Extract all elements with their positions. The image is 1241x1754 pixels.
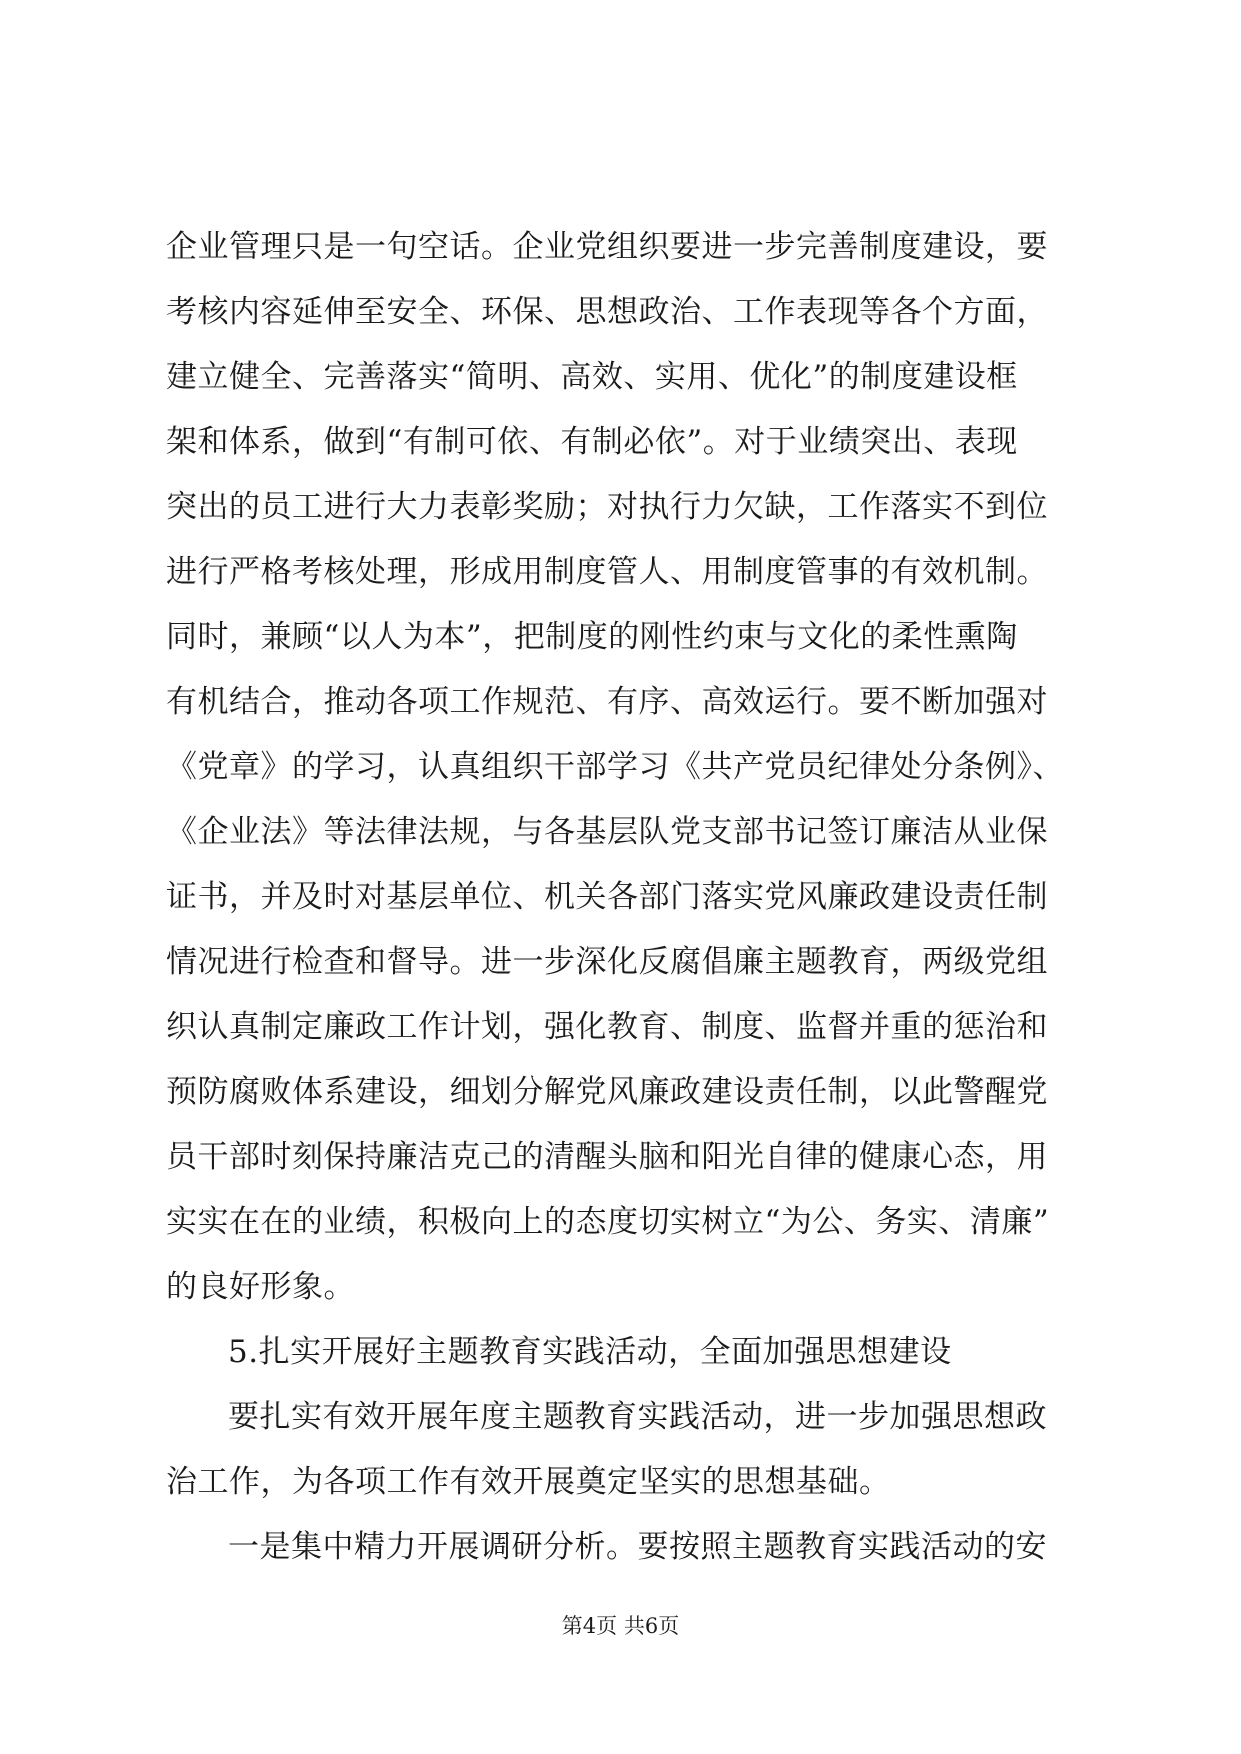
page-number-footer: 第4页 共6页 [561,1614,680,1638]
body-text-line: 企业管理只是一句空话。企业党组织要进一步完善制度建设，要 [166,229,1048,265]
body-text-line: 《企业法》等法律法规，与各基层队党支部书记签订廉洁从业保 [166,814,1048,850]
body-text-line: 架和体系，做到“有制可依、有制必依”。对于业绩突出、表现 [166,424,1018,460]
body-text-line: 情况进行检查和督导。进一步深化反腐倡廉主题教育，两级党组 [166,944,1048,980]
body-text-line: 要扎实有效开展年度主题教育实践活动，进一步加强思想政 [228,1399,1047,1435]
body-text-line: 突出的员工进行大力表彰奖励；对执行力欠缺，工作落实不到位 [166,489,1048,525]
body-text-line: 实实在在的业绩，积极向上的态度切实树立“为公、务实、清廉” [166,1204,1050,1240]
body-text-line: 同时，兼顾“以人为本”，把制度的刚性约束与文化的柔性熏陶 [166,619,1018,655]
body-text-line: 建立健全、完善落实“简明、高效、实用、优化”的制度建设框 [166,359,1018,395]
body-text-line: 证书，并及时对基层单位、机关各部门落实党风廉政建设责任制 [166,879,1048,915]
body-text-line: 织认真制定廉政工作计划，强化教育、制度、监督并重的惩治和 [166,1009,1048,1045]
body-text-line: 有机结合，推动各项工作规范、有序、高效运行。要不断加强对 [166,684,1048,720]
body-text-line: 员干部时刻保持廉洁克己的清醒头脑和阳光自律的健康心态，用 [166,1139,1048,1175]
body-text-line: 预防腐败体系建设，细划分解党风廉政建设责任制，以此警醒党 [166,1074,1048,1110]
body-text-line: 一是集中精力开展调研分析。要按照主题教育实践活动的安 [228,1529,1047,1565]
body-text-line: 进行严格考核处理，形成用制度管人、用制度管事的有效机制。 [166,554,1048,590]
section-heading: 5.扎实开展好主题教育实践活动，全面加强思想建设 [228,1334,952,1370]
body-text-line: 的良好形象。 [166,1269,355,1305]
body-text-line: 《党章》的学习，认真组织干部学习《共产党员纪律处分条例》、 [166,749,1064,785]
body-text-line: 考核内容延伸至安全、环保、思想政治、工作表现等各个方面， [166,294,1048,330]
body-text-line: 治工作，为各项工作有效开展奠定坚实的思想基础。 [166,1464,891,1500]
